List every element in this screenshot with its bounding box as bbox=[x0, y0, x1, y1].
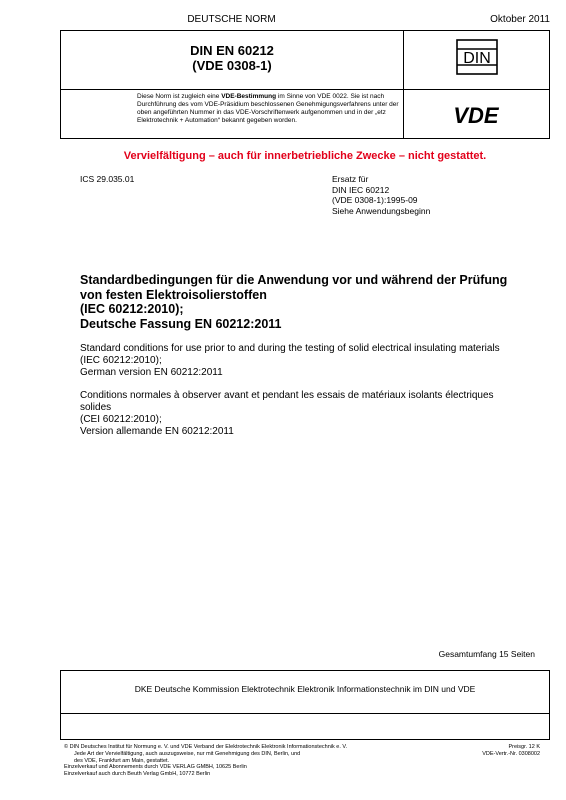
svg-text:DIN: DIN bbox=[463, 50, 491, 67]
price-info bbox=[440, 744, 540, 758]
publication-date: Oktober 2011 bbox=[490, 14, 550, 25]
reproduction-notice: Vervielfältigung – auch für innerbetriebliche Zwecke – nicht gestattet. bbox=[123, 150, 487, 162]
price-group: Preisgr. 12 K bbox=[508, 744, 540, 750]
order-number: VDE-Vertr.-Nr. 0308002 bbox=[482, 750, 540, 757]
ics-code: ICS 29.035.01 bbox=[80, 174, 135, 184]
english-title: Standard conditions for use prior to and during the testing of solid electrical insulating materials (IEC 60212:2010); German version EN 60212:2011 bbox=[80, 343, 500, 378]
dke-line: DKE Deutsche Kommission Elektrotechnik Elektronik Informationstechnik im DIN und VDE bbox=[134, 684, 476, 694]
title-box bbox=[60, 30, 550, 90]
german-title: Standardbedingungen für die Anwendung vor und während der Prüfung von festen Elektroisolierstoffen (IEC 60212:2010); Deutsche Fassung EN 60212:2011 bbox=[80, 273, 508, 331]
din-number: DIN EN 60212 bbox=[190, 43, 274, 58]
page-header bbox=[60, 12, 550, 30]
footer-box bbox=[60, 713, 550, 740]
dke-box bbox=[60, 670, 550, 713]
vde-box bbox=[60, 89, 550, 139]
copyright-notice: © DIN Deutsches Institut für Normung e. V. und VDE Verband der Elektrotechnik Elektronik Informationstechnik e. V. Jede Art der Vervielfältigung, auch auszugsweise, nur mit Genehmigung des DIN, Berlin, und des VDE, Frankfurt am Main, gestattet. Einzelverkauf und Abonnements durch VDE VERLAG GMBH, 10625 Berlin Einzelverkauf auch durch Beuth Verlag GmbH, 10772 Berlin bbox=[64, 744, 348, 778]
svg-text:VDE: VDE bbox=[453, 103, 499, 127]
total-pages: Gesamtumfang 15 Seiten bbox=[438, 649, 535, 659]
standard-type: DEUTSCHE NORM bbox=[187, 14, 276, 25]
standard-number bbox=[61, 31, 404, 89]
vde-note: Diese Norm ist zugleich eine VDE-Bestimmung im Sinne von VDE 0022. Sie ist nach Durchführung des vom VDE-Präsidium beschlossenen Genehmigungsverfahrens unter der oben angeführten Nummer in das VDE-Vorschriftenwerk aufgenommen und in der „etz Elektrotechnik + Automation“ bekannt gegeben worden. bbox=[61, 90, 404, 138]
vde-number: (VDE 0308-1) bbox=[192, 58, 272, 73]
vde-logo bbox=[426, 103, 526, 127]
replacement-info: Ersatz für DIN IEC 60212 (VDE 0308-1):1995-09 Siehe Anwendungsbeginn bbox=[332, 174, 431, 216]
french-title: Conditions normales à observer avant et pendant les essais de matériaux isolants électriques solides (CEI 60212:2010); Version allemande EN 60212:2011 bbox=[80, 390, 494, 437]
din-logo bbox=[456, 39, 498, 75]
